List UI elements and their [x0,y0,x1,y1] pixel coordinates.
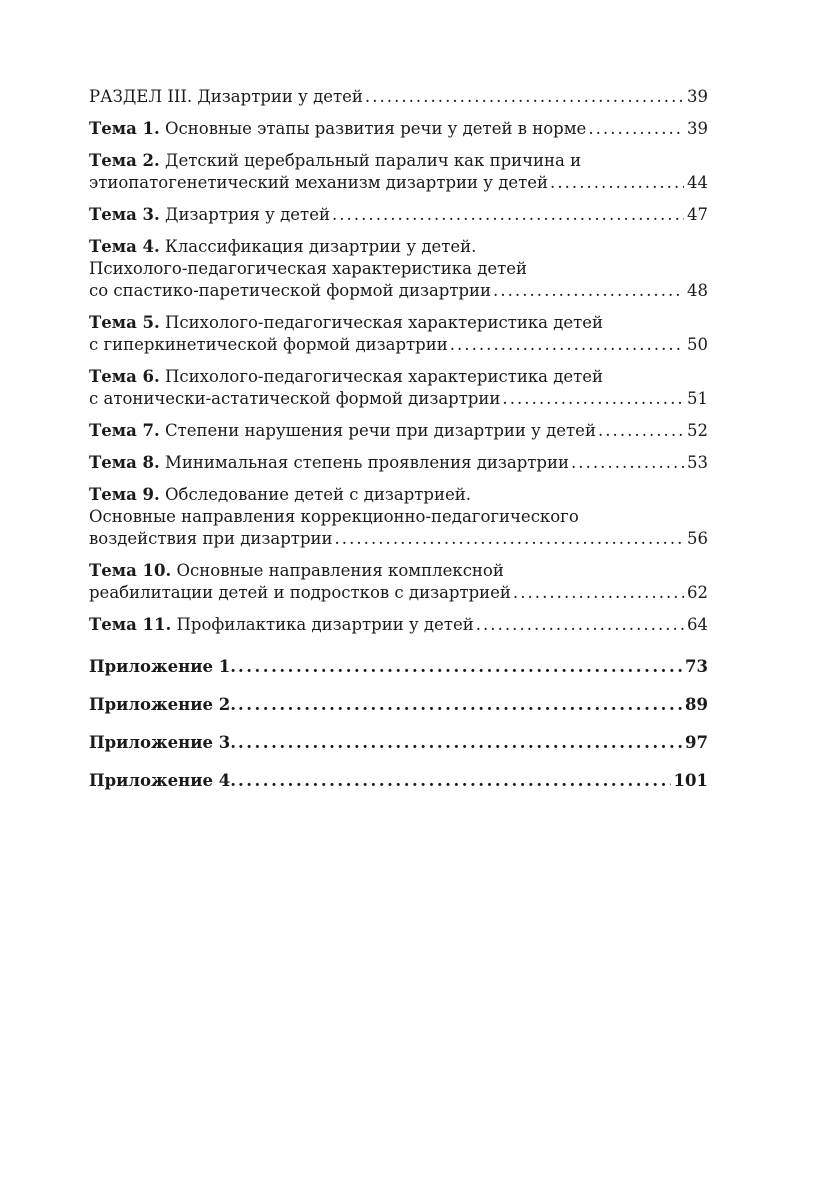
appendix-title: Приложение 2. [89,695,236,714]
topic-title-line: воздействия при дизартрии [89,529,333,548]
appendix-title: Приложение 1. [89,657,236,676]
topic-label: Тема 8. [89,453,160,472]
appendix-title: Приложение 4. [89,771,236,790]
dot-leader [238,656,682,678]
dot-leader [588,118,684,140]
toc-appendix-entry[interactable] [89,694,708,716]
topic-title-line: Классификация дизартрии у детей. [165,237,477,256]
dot-leader [550,172,684,194]
toc-page-number: 52 [687,421,708,440]
toc-section-title: РАЗДЕЛ III. Дизартрии у детей [89,87,363,106]
toc-page-number: 62 [687,583,708,602]
toc-topic-entry[interactable] [89,614,708,636]
toc-page-number: 39 [687,119,708,138]
topic-title: Дизартрия у детей [165,205,330,224]
toc-page-number: 51 [687,389,708,408]
dot-leader [513,582,684,604]
toc-page-number: 64 [687,615,708,634]
toc-topic-entry[interactable] [89,420,708,442]
topic-label: Тема 7. [89,421,160,440]
toc-page-number: 97 [685,733,708,752]
topic-title-line: Психолого-педагогическая характеристика детей [165,313,604,332]
topic-label: Тема 11. [89,615,172,634]
toc-topic-entry[interactable] [89,312,708,356]
topic-title-line: Основные направления коррекционно-педагогического [89,507,579,526]
topic-title-line: Детский церебральный паралич как причина и [165,151,582,170]
toc-topic-entry[interactable] [89,484,708,550]
dot-leader [365,86,684,108]
toc-appendix-entry[interactable] [89,656,708,678]
topic-title-line: с гиперкинетической формой дизартрии [89,335,448,354]
toc-topic-entry[interactable] [89,366,708,410]
topic-title: Основные этапы развития речи у детей в норме [165,119,587,138]
appendix-title: Приложение 3. [89,733,236,752]
topic-title-line: реабилитации детей и подростков с дизартрией [89,583,511,602]
topic-title-line: со спастико-паретической формой дизартрии [89,281,492,300]
toc-topic-entry[interactable] [89,452,708,474]
topic-label: Тема 2. [89,151,160,170]
topic-label: Тема 6. [89,367,160,386]
dot-leader [493,280,684,302]
toc-page-number: 73 [685,657,708,676]
topic-label: Тема 1. [89,119,160,138]
toc-topic-entry[interactable] [89,150,708,194]
toc-page-number: 47 [687,205,708,224]
topic-title-line: Основные направления комплексной [176,561,504,580]
topic-title: Степени нарушения речи при дизартрии у детей [165,421,596,440]
toc-page-number: 89 [685,695,708,714]
toc-topic-entry[interactable] [89,560,708,604]
dot-leader [476,614,684,636]
toc-page-number: 50 [687,335,708,354]
topic-title-line: Психолого-педагогическая характеристика детей [165,367,604,386]
toc-page-number: 101 [673,771,708,790]
dot-leader [571,452,684,474]
toc-topic-entry[interactable] [89,204,708,226]
topic-label: Тема 10. [89,561,172,580]
dot-leader [335,528,685,550]
toc-topic-entry[interactable] [89,236,708,302]
topic-label: Тема 3. [89,205,160,224]
dot-leader [502,388,684,410]
toc-appendices [89,656,708,792]
table-of-contents [89,86,708,808]
dot-leader [238,770,671,792]
topic-label: Тема 4. [89,237,160,256]
topic-title: Минимальная степень проявления дизартрии [165,453,569,472]
toc-section-entry[interactable] [89,86,708,108]
topic-title-line: этиопатогенетический механизм дизартрии у детей [89,173,549,192]
topic-title: Профилактика дизартрии у детей [176,615,474,634]
toc-topic-entry[interactable] [89,118,708,140]
dot-leader [332,204,684,226]
dot-leader [238,694,682,716]
toc-page-number: 48 [687,281,708,300]
topic-label: Тема 9. [89,485,160,504]
topic-title-line: Психолого-педагогическая характеристика детей [89,259,528,278]
dot-leader [450,334,684,356]
toc-page-number: 39 [687,87,708,106]
topic-title-line: с атонически-астатической формой дизартрии [89,389,501,408]
toc-appendix-entry[interactable] [89,770,708,792]
toc-page-number: 44 [687,173,708,192]
toc-page-number: 53 [687,453,708,472]
topic-label: Тема 5. [89,313,160,332]
topic-title-line: Обследование детей с дизартрией. [165,485,471,504]
dot-leader [238,732,682,754]
dot-leader [598,420,684,442]
toc-page-number: 56 [687,529,708,548]
toc-appendix-entry[interactable] [89,732,708,754]
